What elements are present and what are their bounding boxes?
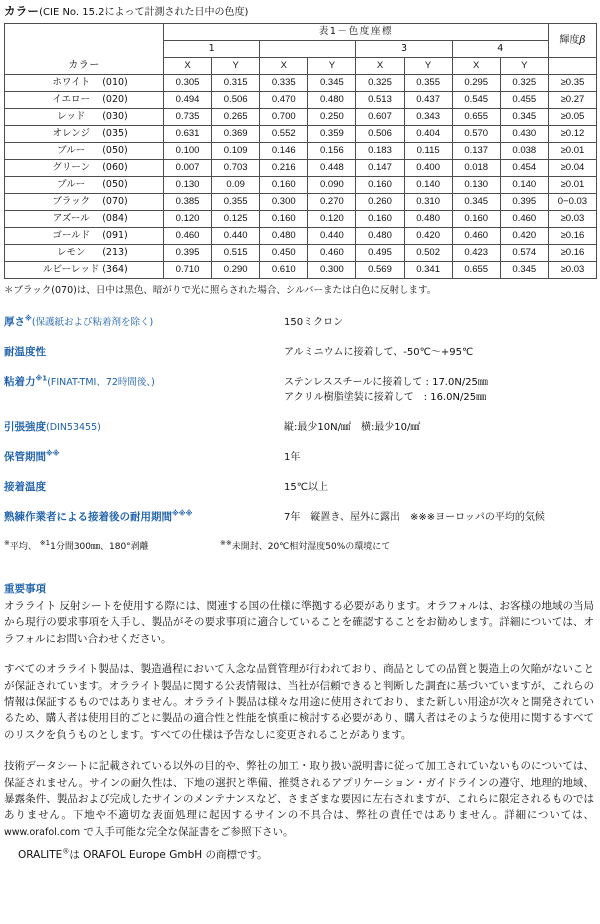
coordinate-cell: 0.700	[260, 109, 308, 126]
color-code: (091)	[102, 230, 128, 241]
coordinate-cell: 0.545	[452, 92, 500, 109]
coordinate-cell: 0.395	[500, 194, 548, 211]
sub-header-x1: X	[164, 58, 212, 75]
sub-header-y1: Y	[212, 58, 260, 75]
sub-header-x4: X	[452, 58, 500, 75]
table-head-row-1	[5, 24, 597, 41]
spec-label	[4, 345, 284, 360]
coordinate-cell: 0.120	[308, 211, 356, 228]
color-name-cell	[5, 92, 164, 109]
group-header-3: 3	[356, 41, 452, 58]
spec-label	[4, 375, 284, 390]
table-row	[5, 75, 597, 92]
coordinate-cell: 0.156	[308, 143, 356, 160]
coordinate-cell: 0.420	[500, 228, 548, 245]
coordinate-cell: 0.216	[260, 160, 308, 177]
color-name-cell	[5, 245, 164, 262]
coordinate-cell: 0.460	[500, 211, 548, 228]
color-name-cell	[5, 177, 164, 194]
coordinate-cell: 0.130	[452, 177, 500, 194]
spec-value	[284, 375, 596, 405]
table-head	[5, 24, 597, 75]
group-header-2	[260, 41, 356, 58]
page-title	[0, 0, 600, 23]
coordinate-cell: 0.147	[356, 160, 404, 177]
coordinate-cell: 0.100	[164, 143, 212, 160]
registered-mark-icon: ®	[62, 847, 70, 856]
color-name-cell	[5, 143, 164, 160]
spec-label-main: 耐温度性	[4, 346, 46, 358]
coordinate-cell: 0.345	[452, 194, 500, 211]
coordinate-cell: 0.160	[452, 211, 500, 228]
beta-header	[548, 24, 596, 58]
table-row	[5, 92, 597, 109]
coordinate-cell: 0.310	[404, 194, 452, 211]
spec-value-line: 1年	[284, 452, 301, 463]
important-paragraph-2: すべてのオラライト製品は、製造過程において入念な品質管理が行われており、商品としての品質と製造上の欠陥がないことが保証されています。オラライト製品に関する公表情報は、当社が信頼できると判断した調査に基づいていますが、これらの情報は保証するものではありません。オラライト製品は様々な用途に使用されており、また新しい用途が次々と開発されているため、購入者は使用目的ごとに製品の適合性と性能を慎重に検討する必要があり、購入者はそのような使用に関するすべてのリスクを負うものとします。すべての仕様は予告なしに変更されることがあります。	[4, 663, 594, 741]
coordinate-cell: 0.506	[356, 126, 404, 143]
coordinate-cell: 0.437	[404, 92, 452, 109]
coordinate-cell: 0.420	[404, 228, 452, 245]
group-title-header: 表1－色度座標	[164, 24, 549, 41]
beta-cell: ≥0.27	[548, 92, 596, 109]
beta-header-label: 輝度	[559, 35, 580, 46]
spec-label-main: 保管期間	[4, 451, 46, 463]
paragraph-3-text-part1: 技術データシートに記載されている以外の目的や、弊社の加工・取り扱い説明書に従って加工されていないものについては、保証されません。サインの耐久性は、下地の選択と準備、推奨されるアプリケーション・ガイドラインの遵守、地理的地域、暴露条件、製品および完成したサインのメンテナンスなど、さまざまな要因に左右されますが、これらに限定されるものではありません。下地や不適切な表面処理に起因するサインの不具合は、弊社の責任ではありません。詳細については、	[4, 760, 594, 822]
coordinate-cell: 0.460	[164, 228, 212, 245]
coordinate-cell: 0.295	[452, 75, 500, 92]
beta-cell: ≥0.04	[548, 160, 596, 177]
coordinate-cell: 0.341	[404, 262, 452, 279]
coordinate-cell: 0.404	[404, 126, 452, 143]
color-code: (364)	[102, 264, 128, 275]
coordinate-cell: 0.09	[212, 177, 260, 194]
coordinate-cell: 0.250	[308, 109, 356, 126]
coordinate-cell: 0.480	[260, 228, 308, 245]
color-code: (030)	[102, 111, 128, 122]
coordinate-cell: 0.502	[404, 245, 452, 262]
footnote-right	[220, 540, 596, 554]
spec-value-line: 縦:最少10N/㎟ 横:最少10/㎟	[284, 422, 421, 433]
footnote-right-text: 未開封、20℃相対湿度50%の環境にて	[231, 542, 391, 552]
coordinate-cell: 0.130	[164, 177, 212, 194]
coordinate-cell: 0.359	[308, 126, 356, 143]
color-name-header: カラー	[5, 58, 164, 75]
spec-value-line: ステンレススチールに接着して : 17.0N/25㎜	[284, 377, 488, 388]
color-code: (050)	[102, 145, 128, 156]
spec-row	[4, 480, 596, 495]
coordinate-cell: 0.440	[212, 228, 260, 245]
coordinate-cell: 0.448	[308, 160, 356, 177]
coordinate-cell: 0.325	[500, 75, 548, 92]
spec-label-marker: ※	[25, 314, 32, 323]
coordinate-cell: 0.655	[452, 262, 500, 279]
spec-label	[4, 480, 284, 495]
color-name: ブルー	[57, 145, 86, 156]
color-code: (084)	[102, 213, 128, 224]
important-heading: 重要事項	[4, 583, 46, 595]
spec-value	[284, 315, 596, 330]
coordinate-cell: 0.120	[164, 211, 212, 228]
spec-label-marker: ※※	[46, 449, 60, 458]
sub-header-y4: Y	[500, 58, 548, 75]
color-name: オレンジ	[52, 128, 90, 139]
coordinate-cell: 0.355	[212, 194, 260, 211]
color-name-cell	[5, 109, 164, 126]
group-header-4: 4	[452, 41, 548, 58]
table-row	[5, 194, 597, 211]
spec-label-sub: (保護紙および粘着剤を除く)	[31, 317, 154, 328]
color-name: ブルー	[57, 179, 86, 190]
coordinate-cell: 0.369	[212, 126, 260, 143]
page-title-rest: (CIE No. 15.2によって計測された日中の色度)	[39, 7, 249, 18]
coordinate-cell: 0.146	[260, 143, 308, 160]
spec-label-marker: ※1	[35, 374, 48, 383]
group-header-1: 1	[164, 41, 260, 58]
footnote-left-marker: ※	[4, 539, 10, 547]
coordinate-cell: 0.655	[452, 109, 500, 126]
color-name-cell	[5, 160, 164, 177]
color-name: レモン	[56, 247, 86, 258]
beta-cell: ≥0.12	[548, 126, 596, 143]
coordinate-cell: 0.494	[164, 92, 212, 109]
coordinate-cell: 0.300	[308, 262, 356, 279]
color-name: ブラック	[52, 196, 91, 207]
page-title-strong: カラー	[4, 4, 40, 18]
table-row	[5, 262, 597, 279]
trademark-name: ORALITE	[18, 849, 63, 862]
color-name: レッド	[57, 111, 86, 122]
beta-cell: ≥0.05	[548, 109, 596, 126]
coordinate-cell: 0.140	[404, 177, 452, 194]
coordinate-cell: 0.325	[356, 75, 404, 92]
table-row	[5, 143, 597, 160]
coordinate-cell: 0.345	[500, 109, 548, 126]
sub-header-y2: Y	[308, 58, 356, 75]
spec-value	[284, 450, 596, 465]
beta-cell: ≥0.01	[548, 143, 596, 160]
beta-cell: ≥0.03	[548, 211, 596, 228]
spec-value-line: アクリル樹脂塗装に接着して : 16.0N/25㎜	[284, 392, 487, 403]
spec-row	[4, 345, 596, 360]
coordinate-cell: 0.125	[212, 211, 260, 228]
footnote-left	[4, 540, 220, 554]
important-paragraph-1: オラライト 反射シートを使用する際には、関連する国の仕様に準拠する必要があります。オラフォルは、お客様の地域の当局から現行の要求事項を入手し、製品がその要求事項に適合していることを確認することをお勧めします。詳細については、オラフォルにお問い合わせください。	[4, 600, 594, 645]
coordinate-cell: 0.305	[164, 75, 212, 92]
color-name-cell	[5, 228, 164, 245]
coordinate-cell: 0.460	[308, 245, 356, 262]
coordinate-cell: 0.007	[164, 160, 212, 177]
coordinate-cell: 0.140	[500, 177, 548, 194]
sub-header-x3: X	[356, 58, 404, 75]
spec-value-line: 150ミクロン	[284, 317, 344, 328]
spec-row	[4, 315, 596, 330]
footnote-left-text-2: 1分間300㎜、180°剥離	[50, 542, 149, 552]
spec-label-sub: (FINAT-TMI、72時間後、)	[47, 377, 155, 388]
coordinate-cell: 0.160	[260, 177, 308, 194]
coordinate-cell: 0.480	[404, 211, 452, 228]
important-notice-section	[0, 582, 600, 863]
paragraph-3-text-part2: で入手可能な完全な保証書をご参照下さい。	[80, 825, 294, 838]
coordinate-cell: 0.631	[164, 126, 212, 143]
spec-label-marker: ※※※	[172, 509, 193, 518]
coordinate-cell: 0.513	[356, 92, 404, 109]
spec-label-main: 引張強度	[4, 421, 46, 433]
footnote-left-marker-2: ※1	[39, 539, 51, 547]
spec-row	[4, 450, 596, 465]
beta-cell: ≥0.01	[548, 177, 596, 194]
coordinate-cell: 0.480	[308, 92, 356, 109]
table-row	[5, 177, 597, 194]
coordinate-cell: 0.570	[452, 126, 500, 143]
sub-header-x2: X	[260, 58, 308, 75]
spec-label-sub: (DIN53455)	[46, 422, 101, 433]
color-name: グリーン	[52, 162, 91, 173]
color-name-cell	[5, 211, 164, 228]
coordinate-cell: 0.455	[500, 92, 548, 109]
important-paragraph-3	[4, 758, 594, 841]
coordinate-cell: 0.385	[164, 194, 212, 211]
name-header-spacer	[5, 24, 164, 58]
coordinate-cell: 0.395	[164, 245, 212, 262]
footnote-right-marker: ※※	[220, 539, 232, 547]
coordinate-cell: 0.552	[260, 126, 308, 143]
color-code: (020)	[102, 94, 128, 105]
coordinate-cell: 0.315	[212, 75, 260, 92]
coordinate-cell: 0.345	[500, 262, 548, 279]
trademark-text: は ORAFOL Europe GmbH の商標です。	[69, 849, 268, 862]
spec-label	[4, 510, 284, 525]
spec-label-main: 接着温度	[4, 481, 46, 493]
beta-cell: ≥0.03	[548, 262, 596, 279]
table-row	[5, 109, 597, 126]
table-row	[5, 245, 597, 262]
coordinate-cell: 0.703	[212, 160, 260, 177]
coordinate-cell: 0.345	[308, 75, 356, 92]
sub-header-y3: Y	[404, 58, 452, 75]
beta-symbol: β	[579, 34, 586, 46]
coordinate-cell: 0.090	[308, 177, 356, 194]
spec-value-line: 15℃以上	[284, 482, 328, 493]
coordinate-cell: 0.400	[404, 160, 452, 177]
beta-cell: 0−0.03	[548, 194, 596, 211]
color-code: (213)	[102, 247, 128, 258]
spec-label-main: 厚さ	[4, 316, 25, 328]
coordinate-cell: 0.355	[404, 75, 452, 92]
coordinate-cell: 0.300	[260, 194, 308, 211]
beta-header-spacer	[548, 58, 596, 75]
color-name-cell	[5, 75, 164, 92]
coordinate-cell: 0.343	[404, 109, 452, 126]
spec-value	[284, 345, 596, 360]
spec-label	[4, 315, 284, 330]
coordinate-cell: 0.265	[212, 109, 260, 126]
color-name: ホワイト	[52, 77, 91, 88]
coordinate-cell: 0.470	[260, 92, 308, 109]
color-code: (010)	[102, 77, 128, 88]
spec-row	[4, 420, 596, 435]
coordinate-cell: 0.183	[356, 143, 404, 160]
spec-label-main: 熟練作業者による接着後の耐用期間	[4, 511, 172, 523]
coordinate-cell: 0.160	[356, 211, 404, 228]
coordinate-cell: 0.506	[212, 92, 260, 109]
spec-value	[284, 420, 596, 435]
coordinate-cell: 0.109	[212, 143, 260, 160]
spec-value	[284, 480, 596, 495]
coordinate-cell: 0.450	[260, 245, 308, 262]
table-row	[5, 126, 597, 143]
color-code: (060)	[102, 162, 128, 173]
coordinate-cell: 0.610	[260, 262, 308, 279]
color-code: (070)	[102, 196, 128, 207]
color-name-cell	[5, 262, 164, 279]
trademark-notice	[4, 847, 594, 863]
spec-label-main: 粘着力	[4, 376, 36, 388]
color-name-cell	[5, 194, 164, 211]
coordinate-cell: 0.710	[164, 262, 212, 279]
coordinate-cell: 0.335	[260, 75, 308, 92]
coordinate-cell: 0.160	[260, 211, 308, 228]
coordinate-cell: 0.270	[308, 194, 356, 211]
color-name: ルビーレッド	[43, 264, 100, 275]
chromaticity-table	[4, 23, 597, 279]
beta-cell: ≥0.16	[548, 245, 596, 262]
color-code: (050)	[102, 179, 128, 190]
coordinate-cell: 0.454	[500, 160, 548, 177]
coordinate-cell: 0.423	[452, 245, 500, 262]
coordinate-cell: 0.115	[404, 143, 452, 160]
spec-row	[4, 510, 596, 525]
color-code: (035)	[102, 128, 128, 139]
coordinate-cell: 0.440	[308, 228, 356, 245]
color-table-container	[0, 23, 600, 279]
coordinate-cell: 0.480	[356, 228, 404, 245]
coordinate-cell: 0.515	[212, 245, 260, 262]
beta-cell: ≥0.16	[548, 228, 596, 245]
color-name: ゴールド	[52, 230, 91, 241]
coordinate-cell: 0.137	[452, 143, 500, 160]
spec-value-line: アルミニウムに接着して、-50℃～+95℃	[284, 347, 474, 358]
coordinate-cell: 0.495	[356, 245, 404, 262]
table-footnote: ＊ブラック(070)は、日中は黒色、暗がりで光に照らされた場合、シルバーまたは白色に反射します。	[4, 285, 437, 296]
color-name-cell	[5, 126, 164, 143]
color-name: イエロー	[52, 94, 91, 105]
spec-value	[284, 510, 596, 525]
table-body	[5, 75, 597, 279]
spec-row	[4, 375, 596, 405]
color-name: アズール	[52, 213, 90, 224]
coordinate-cell: 0.574	[500, 245, 548, 262]
orafol-url[interactable]: www.orafol.com	[4, 826, 81, 838]
coordinate-cell: 0.018	[452, 160, 500, 177]
footnote-left-text: 平均、	[9, 542, 37, 552]
table-head-row-3	[5, 58, 597, 75]
coordinate-cell: 0.160	[356, 177, 404, 194]
coordinate-cell: 0.735	[164, 109, 212, 126]
specification-list	[0, 315, 600, 525]
coordinate-cell: 0.038	[500, 143, 548, 160]
table-row	[5, 228, 597, 245]
table-row	[5, 211, 597, 228]
coordinate-cell: 0.460	[452, 228, 500, 245]
specification-footnotes	[0, 540, 600, 554]
table-row	[5, 160, 597, 177]
coordinate-cell: 0.260	[356, 194, 404, 211]
coordinate-cell: 0.430	[500, 126, 548, 143]
beta-cell: ≥0.35	[548, 75, 596, 92]
spec-label	[4, 450, 284, 465]
coordinate-cell: 0.290	[212, 262, 260, 279]
spec-value-line: 7年 縦置き、屋外に露出 ※※※ヨーロッパの平均的気候	[284, 512, 545, 523]
coordinate-cell: 0.569	[356, 262, 404, 279]
coordinate-cell: 0.607	[356, 109, 404, 126]
spec-label	[4, 420, 284, 435]
